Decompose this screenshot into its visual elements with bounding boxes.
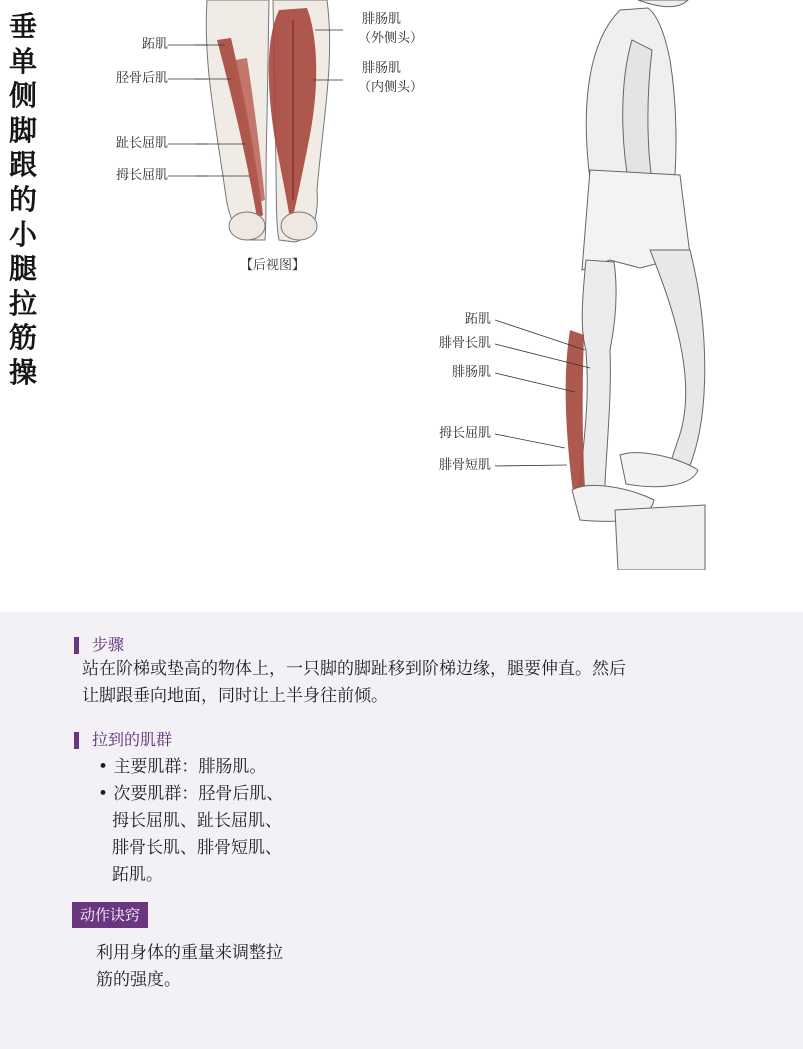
back-view-leaders	[168, 0, 208, 200]
label-flexor-hallucis-longus-side: 拇长屈肌	[438, 426, 491, 441]
muscle-bullet-secondary-cont: 腓骨长肌、腓骨短肌、	[112, 838, 282, 858]
back-view-illustration	[195, 0, 345, 248]
steps-line: 站在阶梯或垫高的物体上，一只脚的脚趾移到阶梯边缘，腿要伸直。然后	[82, 659, 626, 679]
page-title	[6, 10, 40, 391]
side-view-leaders	[495, 310, 605, 470]
label-gastrocnemius-lateral: 腓肠肌	[362, 12, 402, 27]
label-plantaris-back: 跖肌	[141, 37, 168, 52]
label-flexor-hallucis-longus-back: 拇长屈肌	[115, 168, 168, 183]
steps-text	[82, 656, 772, 710]
tips-heading: 动作诀窍	[72, 902, 148, 928]
label-gastrocnemius-medial: 腓肠肌	[362, 61, 402, 76]
muscle-bullet-secondary: • 次要肌群：胫骨后肌、	[98, 784, 284, 804]
label-gastrocnemius-lateral-head: （外侧头）	[358, 31, 424, 46]
tips-line: 筋的强度。	[96, 970, 181, 990]
muscle-bullet-primary: • 主要肌群：腓肠肌。	[98, 757, 267, 777]
title-char: 的	[8, 182, 37, 216]
title-char: 单	[8, 44, 37, 78]
label-gastrocnemius-side: 腓肠肌	[451, 365, 491, 380]
label-gastrocnemius-medial-head: （内侧头）	[358, 80, 424, 95]
title-char: 侧	[8, 79, 37, 113]
title-char: 筋	[8, 321, 37, 355]
muscles-heading: 拉到的肌群	[92, 730, 173, 749]
muscle-bullet-secondary-cont: 跖肌。	[112, 865, 163, 885]
back-view-caption: 【后视图】	[240, 258, 306, 273]
label-tibialis-posterior: 胫骨后肌	[115, 71, 168, 86]
title-char: 垂	[8, 10, 37, 43]
tips-text	[96, 940, 396, 994]
label-peroneus-brevis: 腓骨短肌	[438, 458, 491, 473]
title-char: 腿	[8, 252, 37, 286]
label-flexor-digitorum-longus: 趾长屈肌	[115, 136, 168, 151]
label-peroneus-longus: 腓骨长肌	[438, 336, 491, 351]
title-char: 跟	[8, 148, 37, 182]
steps-heading-marker	[74, 637, 79, 654]
muscles-heading-marker	[74, 732, 79, 749]
title-char: 小	[8, 217, 37, 251]
steps-heading: 步骤	[92, 635, 125, 654]
title-char: 拉	[8, 286, 37, 320]
title-char: 脚	[8, 113, 37, 147]
title-char: 操	[8, 355, 37, 389]
muscle-bullet-secondary-cont: 拇长屈肌、趾长屈肌、	[112, 811, 282, 831]
tips-line: 利用身体的重量来调整拉	[96, 943, 283, 963]
muscles-list	[98, 754, 398, 889]
steps-line: 让脚跟垂向地面，同时让上半身往前倾。	[82, 686, 388, 706]
side-view-illustration	[560, 0, 803, 570]
label-plantaris-side: 跖肌	[464, 312, 491, 327]
